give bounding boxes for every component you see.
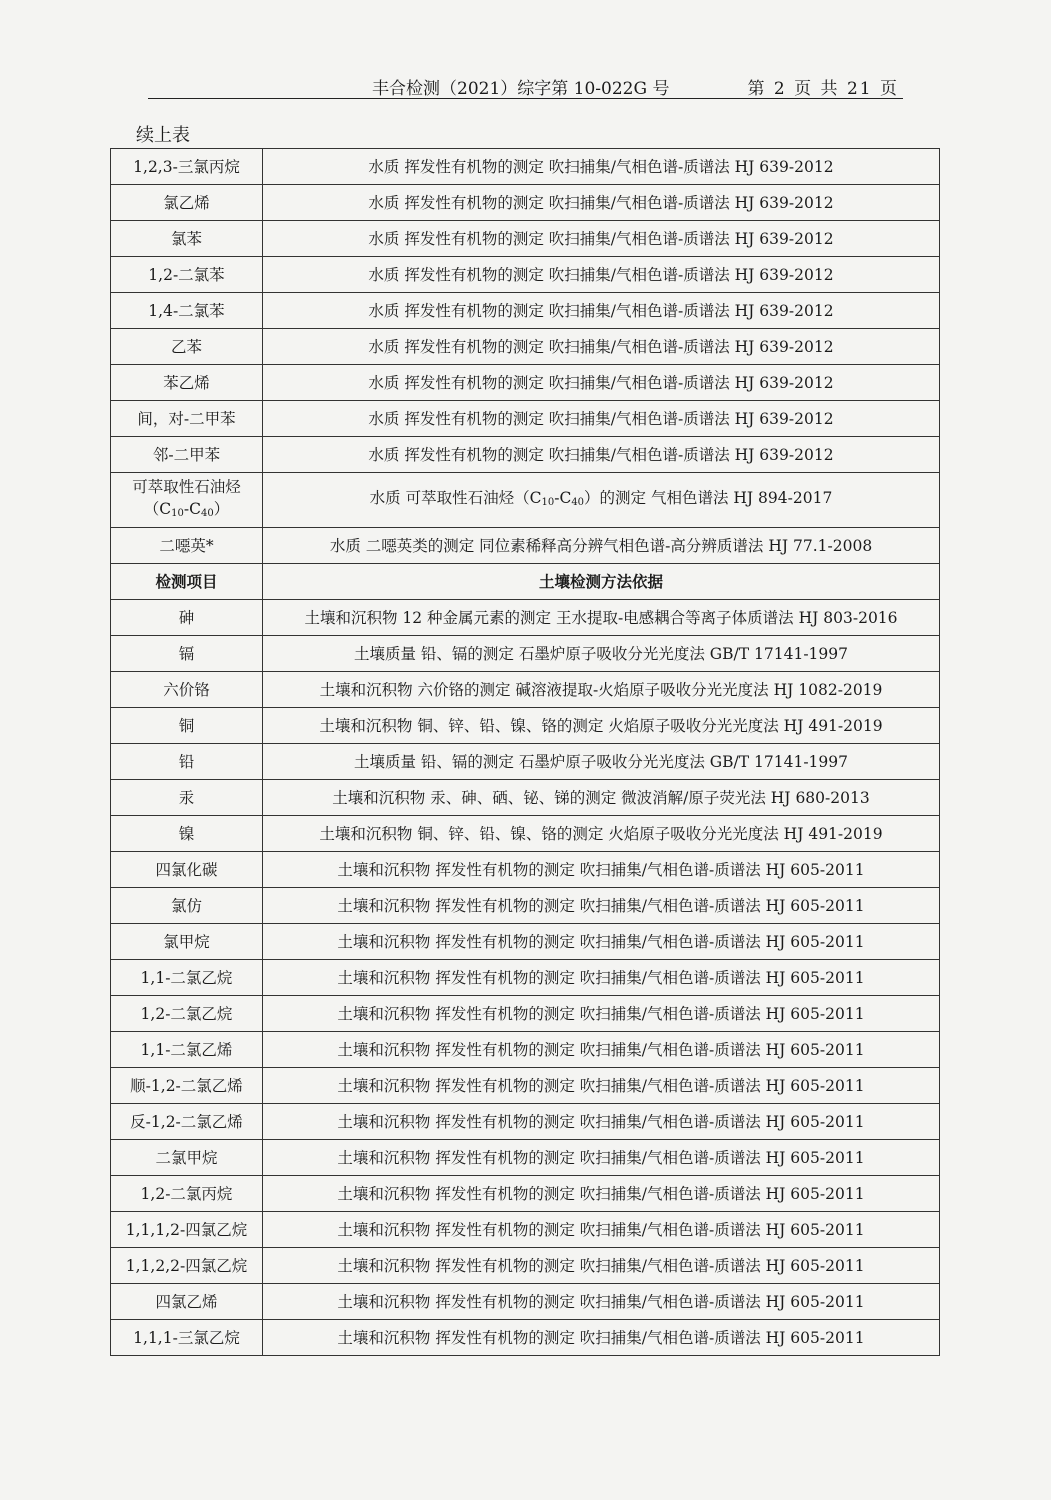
method-cell: 土壤和沉积物 挥发性有机物的测定 吹扫捕集/气相色谱-质谱法 HJ 605-2011 [263,1212,940,1248]
method-cell: 水质 挥发性有机物的测定 吹扫捕集/气相色谱-质谱法 HJ 639-2012 [263,185,940,221]
item-cell: 镍 [111,816,263,852]
method-cell: 水质 挥发性有机物的测定 吹扫捕集/气相色谱-质谱法 HJ 639-2012 [263,257,940,293]
continued-label: 续上表 [136,125,190,146]
table-row [111,293,940,329]
method-cell: 土壤和沉积物 挥发性有机物的测定 吹扫捕集/气相色谱-质谱法 HJ 605-2011 [263,996,940,1032]
method-cell: 水质 可萃取性石油烃$(C_{10}-C_{40})$的测定 气相色谱法 HJ 894-2017 [263,473,940,528]
item-cell: 镉 [111,636,263,672]
method-cell: 土壤和沉积物 挥发性有机物的测定 吹扫捕集/气相色谱-质谱法 HJ 605-2011 [263,1032,940,1068]
method-cell: 水质 挥发性有机物的测定 吹扫捕集/气相色谱-质谱法 HJ 639-2012 [263,293,940,329]
method-cell: 土壤和沉积物 铜、锌、铅、镍、铬的测定 火焰原子吸收分光光度法 HJ 491-2019 [263,816,940,852]
item-cell: 砷 [111,600,263,636]
method-cell: 土壤质量 铅、镉的测定 石墨炉原子吸收分光光度法 GB/T 17141-1997 [263,744,940,780]
method-cell: 水质 挥发性有机物的测定 吹扫捕集/气相色谱-质谱法 HJ 639-2012 [263,437,940,473]
method-cell: 水质 二噁英类的测定 同位素稀释高分辨气相色谱-高分辨质谱法 HJ 77.1-2008 [263,528,940,564]
method-cell: 土壤质量 铅、镉的测定 石墨炉原子吸收分光光度法 GB/T 17141-1997 [263,636,940,672]
table-row [111,780,940,816]
method-cell: 水质 挥发性有机物的测定 吹扫捕集/气相色谱-质谱法 HJ 639-2012 [263,149,940,185]
method-cell: 土壤和沉积物 铜、锌、铅、镍、铬的测定 火焰原子吸收分光光度法 HJ 491-2019 [263,708,940,744]
table-row [111,1212,940,1248]
item-cell: 邻-二甲苯 [111,437,263,473]
item-cell: 间，对-二甲苯 [111,401,263,437]
page-number: 第 2 页 共 21 页 [747,79,899,99]
table-row [111,1320,940,1356]
soil-header-row [111,564,940,600]
item-cell: 顺-1,2-二氯乙烯 [111,1068,263,1104]
method-cell: 水质 挥发性有机物的测定 吹扫捕集/气相色谱-质谱法 HJ 639-2012 [263,221,940,257]
table-row [111,1176,940,1212]
item-cell: 四氯乙烯 [111,1284,263,1320]
table-row [111,1248,940,1284]
table-row [111,1104,940,1140]
table-row [111,365,940,401]
item-cell: 1,2-二氯丙烷 [111,1176,263,1212]
method-cell: 水质 挥发性有机物的测定 吹扫捕集/气相色谱-质谱法 HJ 639-2012 [263,401,940,437]
column-header-item: 检测项目 [111,564,263,600]
table-row [111,1284,940,1320]
table-row [111,924,940,960]
table-row [111,888,940,924]
method-cell: 土壤和沉积物 挥发性有机物的测定 吹扫捕集/气相色谱-质谱法 HJ 605-2011 [263,888,940,924]
table-row [111,672,940,708]
table-row [111,257,940,293]
item-cell: 六价铬 [111,672,263,708]
table-row [111,960,940,996]
table-row [111,221,940,257]
table-row [111,401,940,437]
method-cell: 土壤和沉积物 挥发性有机物的测定 吹扫捕集/气相色谱-质谱法 HJ 605-2011 [263,924,940,960]
table-row [111,149,940,185]
item-cell: 氯甲烷 [111,924,263,960]
method-cell: 土壤和沉积物 挥发性有机物的测定 吹扫捕集/气相色谱-质谱法 HJ 605-2011 [263,1248,940,1284]
method-cell: 水质 挥发性有机物的测定 吹扫捕集/气相色谱-质谱法 HJ 639-2012 [263,365,940,401]
item-cell: 铜 [111,708,263,744]
method-cell: 水质 挥发性有机物的测定 吹扫捕集/气相色谱-质谱法 HJ 639-2012 [263,329,940,365]
method-cell: 土壤和沉积物 挥发性有机物的测定 吹扫捕集/气相色谱-质谱法 HJ 605-2011 [263,1068,940,1104]
water-methods-section [111,149,940,473]
item-cell: 汞 [111,780,263,816]
column-header-method: 土壤检测方法依据 [263,564,940,600]
report-reference: 丰合检测（2021）综字第 10-022G 号 [372,79,670,99]
table-row [111,708,940,744]
method-cell: 土壤和沉积物 挥发性有机物的测定 吹扫捕集/气相色谱-质谱法 HJ 605-2011 [263,1104,940,1140]
method-cell: 土壤和沉积物 六价铬的测定 碱溶液提取-火焰原子吸收分光光度法 HJ 1082-2019 [263,672,940,708]
table-row [111,185,940,221]
table-row [111,816,940,852]
methods-table [110,148,940,1356]
item-cell: 铅 [111,744,263,780]
method-cell: 土壤和沉积物 挥发性有机物的测定 吹扫捕集/气相色谱-质谱法 HJ 605-2011 [263,1284,940,1320]
item-name-line1: 可萃取性石油烃 [132,477,241,496]
item-cell: 氯仿 [111,888,263,924]
table-row [111,636,940,672]
item-cell: 1,1-二氯乙烷 [111,960,263,996]
item-cell: 可萃取性石油烃 $(C_{10}-C_{40})$ [111,473,263,528]
item-cell: 1,1-二氯乙烯 [111,1032,263,1068]
table-row [111,1032,940,1068]
item-cell: 乙苯 [111,329,263,365]
page-header [148,74,903,99]
method-cell: 土壤和沉积物 挥发性有机物的测定 吹扫捕集/气相色谱-质谱法 HJ 605-2011 [263,1320,940,1356]
method-cell: 土壤和沉积物 挥发性有机物的测定 吹扫捕集/气相色谱-质谱法 HJ 605-2011 [263,960,940,996]
item-cell: 氯苯 [111,221,263,257]
petroleum-section [111,473,940,600]
table-row [111,1068,940,1104]
item-cell: 1,4-二氯苯 [111,293,263,329]
table-row-dioxin [111,528,940,564]
item-cell: 1,1,2,2-四氯乙烷 [111,1248,263,1284]
item-cell: 1,2-二氯乙烷 [111,996,263,1032]
item-cell: 1,2-二氯苯 [111,257,263,293]
item-cell: 四氯化碳 [111,852,263,888]
table-row [111,744,940,780]
item-cell: 1,1,1-三氯乙烷 [111,1320,263,1356]
table-row [111,437,940,473]
item-cell: 苯乙烯 [111,365,263,401]
item-cell: 1,1,1,2-四氯乙烷 [111,1212,263,1248]
item-cell: 二噁英* [111,528,263,564]
method-cell: 土壤和沉积物 12 种金属元素的测定 王水提取-电感耦合等离子体质谱法 HJ 803-2016 [263,600,940,636]
method-cell: 土壤和沉积物 挥发性有机物的测定 吹扫捕集/气相色谱-质谱法 HJ 605-2011 [263,1140,940,1176]
table-row [111,600,940,636]
method-cell: 土壤和沉积物 挥发性有机物的测定 吹扫捕集/气相色谱-质谱法 HJ 605-2011 [263,1176,940,1212]
table-row-petroleum [111,473,940,528]
soil-methods-section [111,600,940,1356]
item-cell: 氯乙烯 [111,185,263,221]
table-row [111,1140,940,1176]
method-cell: 土壤和沉积物 挥发性有机物的测定 吹扫捕集/气相色谱-质谱法 HJ 605-2011 [263,852,940,888]
table-row [111,329,940,365]
item-cell: 反-1,2-二氯乙烯 [111,1104,263,1140]
item-cell: 1,2,3-三氯丙烷 [111,149,263,185]
method-cell: 土壤和沉积物 汞、砷、硒、铋、锑的测定 微波消解/原子荧光法 HJ 680-2013 [263,780,940,816]
table-row [111,852,940,888]
item-cell: 二氯甲烷 [111,1140,263,1176]
table-row [111,996,940,1032]
